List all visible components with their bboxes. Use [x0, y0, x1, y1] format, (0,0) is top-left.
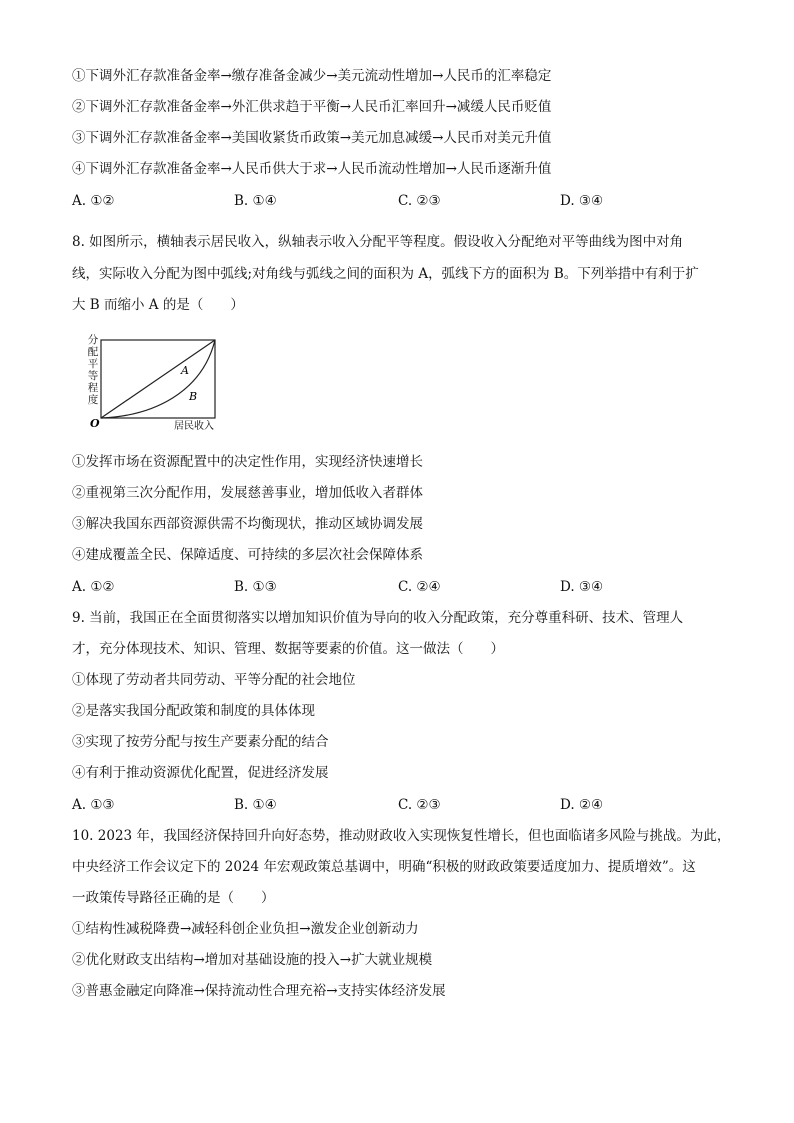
q10-stem-line-2: 中央经济工作会议定下的 2024 年宏观政策总基调中，明确“积极的财政政策要适度加力、提质增效”。这 — [72, 859, 696, 875]
q9-item-1: ①体现了劳动者共同劳动、平等分配的社会地位 — [72, 672, 356, 688]
y-label-char: 配 — [87, 346, 99, 358]
q7-option-b: B. ①④ — [234, 193, 277, 209]
y-label-char: 度 — [87, 394, 99, 406]
q7-option-a: A. ①② — [72, 193, 115, 209]
q7-item-3: ③下调外汇存款准备金率→美国收紧货币政策→美元加息减缓→人民币对美元升值 — [72, 130, 552, 146]
lorenz-diagram — [84, 332, 234, 432]
q8-item-3: ③解决我国东西部资源供需不均衡现状，推动区域协调发展 — [72, 516, 423, 532]
q9-stem-line-2: 才，充分体现技术、知识、管理、数据等要素的价值。这一做法（ ） — [72, 641, 504, 657]
q9-option-b: B. ①④ — [234, 797, 277, 813]
q8-option-c: C. ②④ — [398, 579, 441, 595]
q7-item-1: ①下调外汇存款准备金率→缴存准备金减少→美元流动性增加→人民币的汇率稳定 — [72, 68, 552, 84]
area-a-label: A — [181, 364, 189, 377]
q8-option-a: A. ①② — [72, 579, 115, 595]
q9-option-d: D. ②④ — [560, 797, 604, 813]
y-label-char: 程 — [87, 382, 99, 394]
figure-x-axis-label: 居民收入 — [174, 421, 214, 432]
y-label-char: 分 — [87, 334, 99, 346]
q8-item-4: ④建成覆盖全民、保障适度、可持续的多层次社会保障体系 — [72, 547, 423, 563]
q9-stem-line-1: 9. 当前，我国正在全面贯彻落实以增加知识价值为导向的收入分配政策，充分尊重科研、技术、管理人 — [72, 610, 684, 626]
y-label-char: 等 — [87, 370, 99, 382]
y-label-char: 平 — [87, 358, 99, 370]
q7-options — [72, 191, 732, 211]
q8-stem-line-1: 8. 如图所示，横轴表示居民收入，纵轴表示收入分配平等程度。假设收入分配绝对平等曲线为图中对角 — [72, 234, 684, 250]
q10-stem-line-1: 10. 2023 年，我国经济保持回升向好态势，推动财政收入实现恢复性增长，但也面临诸多风险与挑战。为此， — [72, 828, 731, 844]
q9-item-3: ③实现了按劳分配与按生产要素分配的结合 — [72, 734, 329, 750]
q10-item-1: ①结构性减税降费→减轻科创企业负担→激发企业创新动力 — [72, 921, 419, 937]
q8-option-d: D. ③④ — [560, 579, 604, 595]
q10-item-2: ②优化财政支出结构→增加对基础设施的投入→扩大就业规模 — [72, 952, 433, 968]
area-b-label: B — [189, 390, 198, 403]
q8-option-b: B. ①③ — [234, 579, 277, 595]
q8-options — [72, 577, 732, 597]
q7-option-c: C. ②③ — [398, 193, 441, 209]
q7-item-2: ②下调外汇存款准备金率→外汇供求趋于平衡→人民币汇率回升→减缓人民币贬值 — [72, 99, 552, 115]
q9-item-4: ④有利于推动资源优化配置，促进经济发展 — [72, 765, 329, 781]
q8-stem-line-2: 线，实际收入分配为图中弧线;对角线与弧线之间的面积为 A，弧线下方的面积为 B。下列举措中有利于扩 — [72, 266, 699, 282]
q7-option-d: D. ③④ — [560, 193, 604, 209]
q8-item-2: ②重视第三次分配作用，发展慈善事业，增加低收入者群体 — [72, 485, 423, 501]
q10-stem-line-3: 一政策传导路径正确的是（ ） — [72, 890, 275, 906]
q7-item-4: ④下调外汇存款准备金率→人民币供大于求→人民币流动性增加→人民币逐渐升值 — [72, 161, 552, 177]
origin-label: O — [90, 417, 100, 430]
q9-option-c: C. ②③ — [398, 797, 441, 813]
q10-item-3: ③普惠金融定向降准→保持流动性合理充裕→支持实体经济发展 — [72, 983, 446, 999]
q9-item-2: ②是落实我国分配政策和制度的具体体现 — [72, 703, 315, 719]
q9-option-a: A. ①③ — [72, 797, 115, 813]
q8-stem-line-3: 大 B 而缩小 A 的是（ ） — [72, 297, 244, 313]
q9-options — [72, 795, 732, 815]
q8-item-1: ①发挥市场在资源配置中的决定性作用，实现经济快速增长 — [72, 454, 423, 470]
lorenz-figure — [84, 332, 234, 432]
